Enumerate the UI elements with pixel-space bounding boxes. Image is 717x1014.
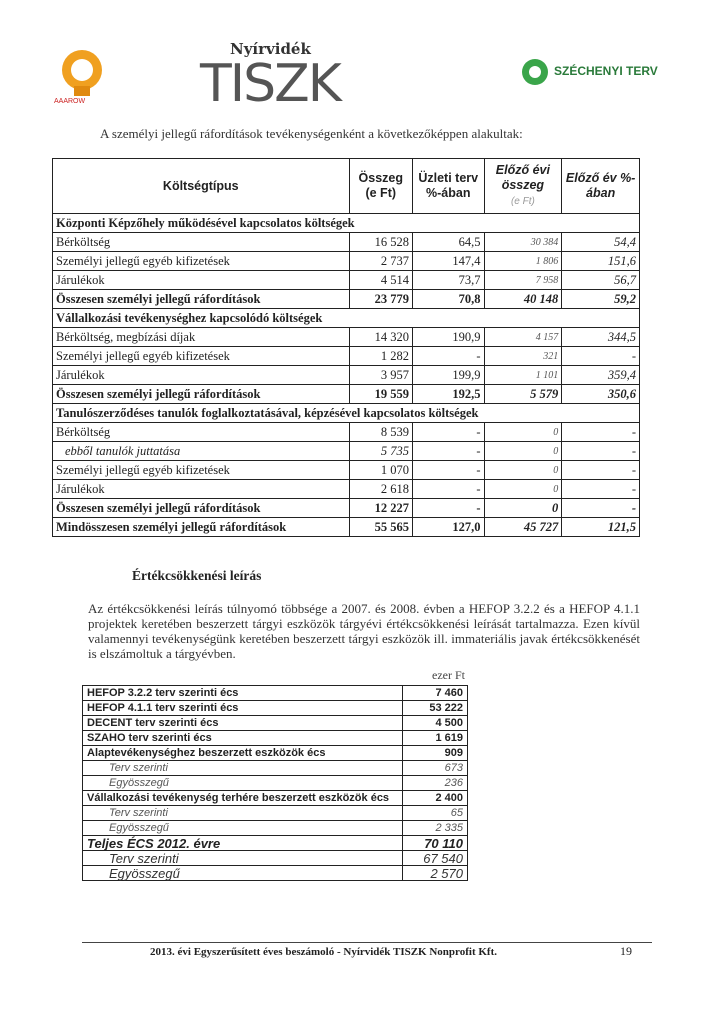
szechenyi-terv-logo [520, 55, 670, 95]
prev-amount-cell: 30 384 [484, 233, 562, 252]
depreciation-row [83, 746, 468, 761]
depreciation-row [83, 851, 468, 866]
section-title-row [53, 214, 640, 233]
col-header-type: Költségtípus [53, 159, 350, 214]
amount-cell: 1 282 [349, 347, 412, 366]
depreciation-label: Egyösszegű [83, 821, 403, 836]
amount-cell: 14 320 [349, 328, 412, 347]
total-value: 192,5 [412, 385, 484, 404]
plan-pct-cell: 73,7 [412, 271, 484, 290]
depreciation-value: 2 335 [403, 821, 468, 836]
total-value: - [562, 499, 640, 518]
total-value: - [412, 499, 484, 518]
grand-total-value: 127,0 [412, 518, 484, 537]
personnel-costs-table [52, 158, 640, 537]
amount-cell: 1 070 [349, 461, 412, 480]
prev-amount-cell: 1 806 [484, 252, 562, 271]
depreciation-row [83, 776, 468, 791]
left-logo-text: AAAROW [54, 98, 86, 105]
plan-pct-cell: - [412, 423, 484, 442]
table-row [53, 347, 640, 366]
row-label: Járulékok [53, 366, 350, 385]
depreciation-label: DECENT terv szerinti écs [83, 716, 403, 731]
prev-pct-cell: - [562, 423, 640, 442]
total-value: 23 779 [349, 290, 412, 309]
total-label: Összesen személyi jellegű ráfordítások [53, 499, 350, 518]
depreciation-label: Egyösszegű [83, 866, 403, 881]
table-row [53, 233, 640, 252]
unit-label: ezer Ft [432, 668, 465, 682]
plan-pct-cell: - [412, 480, 484, 499]
row-label: Bérköltség [53, 233, 350, 252]
tiszk-logo [190, 40, 365, 115]
plan-pct-cell: 147,4 [412, 252, 484, 271]
footer-divider [82, 942, 652, 943]
prev-pct-cell: 359,4 [562, 366, 640, 385]
section-title-row [53, 309, 640, 328]
total-value: 19 559 [349, 385, 412, 404]
prev-pct-cell: 151,6 [562, 252, 640, 271]
total-value: 0 [484, 499, 562, 518]
total-label: Összesen személyi jellegű ráfordítások [53, 385, 350, 404]
depreciation-row [83, 686, 468, 701]
depreciation-row [83, 821, 468, 836]
depreciation-table [82, 685, 468, 881]
prev-pct-cell: 344,5 [562, 328, 640, 347]
col-header-plan-pct: Üzleti terv %-ában [412, 159, 484, 214]
depreciation-value: 1 619 [403, 731, 468, 746]
depreciation-heading: Értékcsökkenési leírás [132, 568, 262, 583]
table-row [53, 461, 640, 480]
amount-cell: 5 735 [349, 442, 412, 461]
row-label: Járulékok [53, 271, 350, 290]
total-value: 40 148 [484, 290, 562, 309]
depreciation-label: Teljes ÉCS 2012. évre [83, 836, 403, 851]
depreciation-row [83, 836, 468, 851]
prev-pct-cell: - [562, 480, 640, 499]
depreciation-label: SZAHO terv szerinti écs [83, 731, 403, 746]
row-label: Járulékok [53, 480, 350, 499]
grand-total-row [53, 518, 640, 537]
total-value: 350,6 [562, 385, 640, 404]
szechenyi-text: SZÉCHENYI TERV [554, 64, 658, 78]
section-total-row [53, 499, 640, 518]
page-number: 19 [620, 944, 632, 958]
table-row [53, 366, 640, 385]
depreciation-value: 70 110 [403, 836, 468, 851]
plan-pct-cell: - [412, 347, 484, 366]
col-header-amount: Összeg (e Ft) [349, 159, 412, 214]
row-label: Bérköltség [53, 423, 350, 442]
plan-pct-cell: 190,9 [412, 328, 484, 347]
table-row [53, 480, 640, 499]
table-row [53, 442, 640, 461]
total-value: 12 227 [349, 499, 412, 518]
row-label: Bérköltség, megbízási díjak [53, 328, 350, 347]
depreciation-value: 909 [403, 746, 468, 761]
table-row [53, 252, 640, 271]
plan-pct-cell: 199,9 [412, 366, 484, 385]
section-total-row [53, 385, 640, 404]
section-title: Központi Képzőhely működésével kapcsolatos költségek [53, 214, 640, 233]
plan-pct-cell: - [412, 442, 484, 461]
row-label: ebből tanulók juttatása [53, 442, 350, 461]
total-label: Összesen személyi jellegű ráfordítások [53, 290, 350, 309]
prev-pct-cell: - [562, 347, 640, 366]
section-title: Vállalkozási tevékenységhez kapcsolódó költségek [53, 309, 640, 328]
depreciation-value: 4 500 [403, 716, 468, 731]
amount-cell: 4 514 [349, 271, 412, 290]
amount-cell: 2 737 [349, 252, 412, 271]
row-label: Személyi jellegű egyéb kifizetések [53, 461, 350, 480]
prev-pct-cell: 54,4 [562, 233, 640, 252]
depreciation-label: Terv szerinti [83, 761, 403, 776]
table-row [53, 423, 640, 442]
depreciation-value: 2 400 [403, 791, 468, 806]
prev-amount-cell: 321 [484, 347, 562, 366]
prev-amount-cell: 1 101 [484, 366, 562, 385]
table-row [53, 328, 640, 347]
table-header-row [53, 159, 640, 214]
depreciation-paragraph: Az értékcsökkenési leírás túlnyomó többsége a 2007. és 2008. évben a HEFOP 3.2.2 és a HEFOP 4.1.1 projektek keretében beszerzett tárgyi eszközök tárgyévi értékcsökkenési leírását tartalmazza. Ezen kívül valamennyi tevékenységünk keretében beszerzett tárgyi eszközök ill. immateriális javak értékcsökkenését is elszámoltuk a tárgyévben. [88, 601, 640, 661]
depreciation-value: 2 570 [403, 866, 468, 881]
grand-total-value: 121,5 [562, 518, 640, 537]
depreciation-value: 67 540 [403, 851, 468, 866]
depreciation-row [83, 731, 468, 746]
depreciation-value: 673 [403, 761, 468, 776]
table-row [53, 271, 640, 290]
amount-cell: 2 618 [349, 480, 412, 499]
amount-cell: 3 957 [349, 366, 412, 385]
col-header-prev-pct: Előző év %-ában [562, 159, 640, 214]
prev-pct-cell: - [562, 461, 640, 480]
prev-amount-cell: 0 [484, 480, 562, 499]
plan-pct-cell: - [412, 461, 484, 480]
plan-pct-cell: 64,5 [412, 233, 484, 252]
depreciation-value: 7 460 [403, 686, 468, 701]
depreciation-row [83, 866, 468, 881]
depreciation-label: Egyösszegű [83, 776, 403, 791]
grand-total-value: 45 727 [484, 518, 562, 537]
depreciation-row [83, 701, 468, 716]
total-value: 59,2 [562, 290, 640, 309]
row-label: Személyi jellegű egyéb kifizetések [53, 252, 350, 271]
col-header-prev-amount: Előző évi összeg (e Ft) [484, 159, 562, 214]
depreciation-row [83, 716, 468, 731]
depreciation-label: Terv szerinti [83, 806, 403, 821]
depreciation-row [83, 761, 468, 776]
grand-total-label: Mindösszesen személyi jellegű ráfordítások [53, 518, 350, 537]
depreciation-label: Terv szerinti [83, 851, 403, 866]
amount-cell: 16 528 [349, 233, 412, 252]
total-value: 5 579 [484, 385, 562, 404]
prev-pct-cell: 56,7 [562, 271, 640, 290]
grand-total-value: 55 565 [349, 518, 412, 537]
depreciation-label: Alaptevékenységhez beszerzett eszközök écs [83, 746, 403, 761]
prev-amount-cell: 0 [484, 423, 562, 442]
prev-amount-cell: 7 958 [484, 271, 562, 290]
section-title-row [53, 404, 640, 423]
footer-text: 2013. évi Egyszerűsített éves beszámoló - Nyírvidék TISZK Nonprofit Kft. [150, 946, 497, 958]
total-value: 70,8 [412, 290, 484, 309]
depreciation-label: HEFOP 3.2.2 terv szerinti écs [83, 686, 403, 701]
depreciation-label: Vállalkozási tevékenység terhére beszerzett eszközök écs [83, 791, 403, 806]
depreciation-value: 236 [403, 776, 468, 791]
aaarow-logo [52, 40, 122, 115]
depreciation-row [83, 806, 468, 821]
amount-cell: 8 539 [349, 423, 412, 442]
prev-amount-cell: 4 157 [484, 328, 562, 347]
section-total-row [53, 290, 640, 309]
depreciation-value: 53 222 [403, 701, 468, 716]
intro-text: A személyi jellegű ráfordítások tevékenységenként a következőképpen alakultak: [100, 126, 523, 141]
prev-pct-cell: - [562, 442, 640, 461]
logo-main-text: TISZK [200, 54, 340, 114]
section-title: Tanulószerződéses tanulók foglalkoztatásával, képzésével kapcsolatos költségek [53, 404, 640, 423]
depreciation-value: 65 [403, 806, 468, 821]
prev-amount-cell: 0 [484, 442, 562, 461]
logo-top-text: Nyírvidék [230, 40, 311, 58]
depreciation-label: HEFOP 4.1.1 terv szerinti écs [83, 701, 403, 716]
row-label: Személyi jellegű egyéb kifizetések [53, 347, 350, 366]
prev-amount-cell: 0 [484, 461, 562, 480]
depreciation-row [83, 791, 468, 806]
